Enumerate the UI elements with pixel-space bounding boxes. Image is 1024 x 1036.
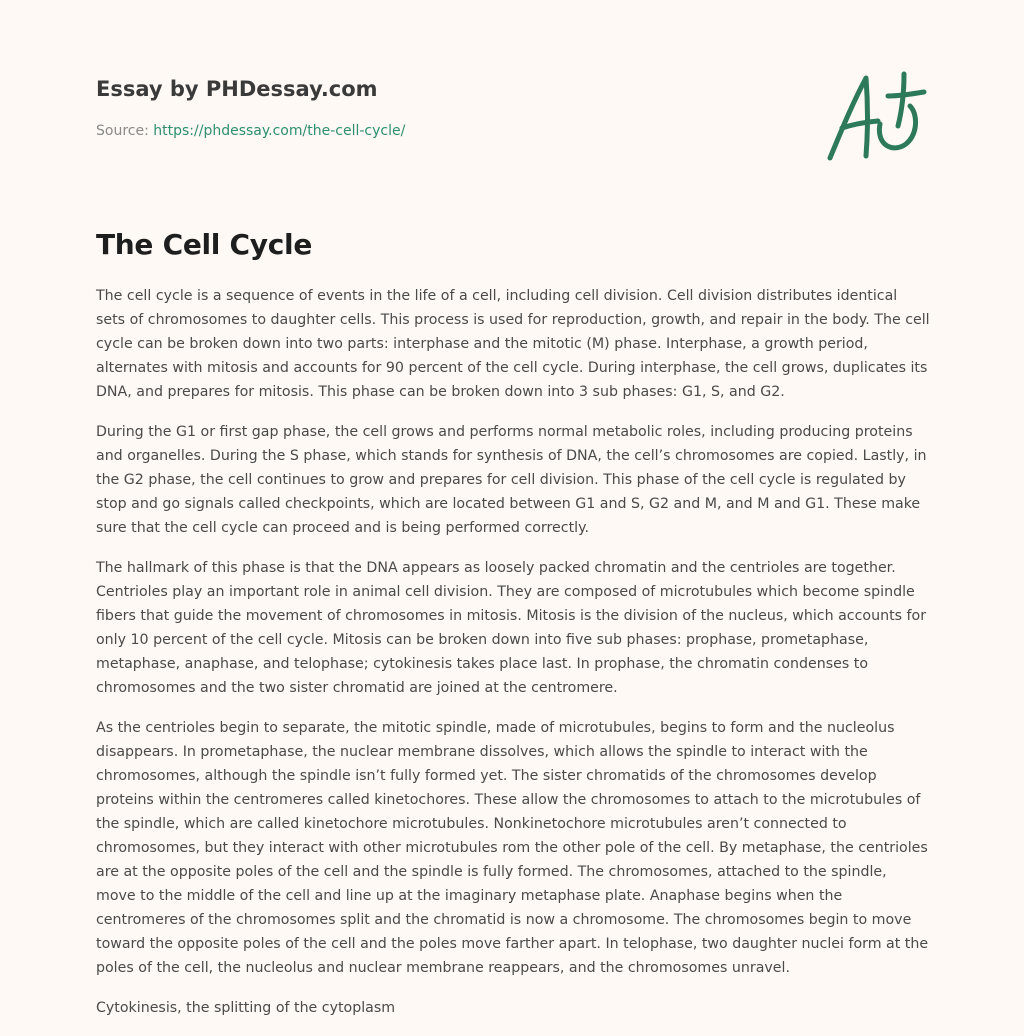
essay-header xyxy=(96,72,796,141)
source-label: Source: xyxy=(96,123,154,139)
essay-title: The Cell Cycle xyxy=(96,228,313,261)
a-plus-icon xyxy=(822,66,932,166)
source-link[interactable]: https://phdessay.com/the-cell-cycle/ xyxy=(153,123,406,139)
essay-paragraph: Cytokinesis, the splitting of the cytoplasm xyxy=(96,1000,396,1016)
brand-title: Essay by PHDessay.com xyxy=(96,77,378,101)
essay-paragraph: As the centrioles begin to separate, the mitotic spindle, made of microtubules, begins to form and the nucleolus disappears. In prometaphase, the nuclear membrane dissolves, which allows the spindle to interact with the chromosomes, although the spindle isn’t fully formed yet. The sister chromatids of the chromosomes develop proteins within the centromeres called kinetochores. These allow the chromosomes to attach to the microtubules of the spindle, which are called kinetochore microtubules. Nonkinetochore microtubules aren’t connected to chromosomes, but they interact with other microtubules rom the other pole of the cell. By metaphase, the centrioles are at the opposite poles of the cell and the spindle is fully formed. The chromosomes, attached to the spindle, move to the middle of the cell and line up at the imaginary metaphase plate. Anaphase begins when the centromeres of the chromosomes split and the chromatid is now a chromosome. The chromosomes begin to move toward the opposite poles of the cell and the poles move farther apart. In telophase, two daughter nuclei form at the poles of the cell, the nucleolus and nuclear membrane reappears, and the chromosomes unravel. xyxy=(96,720,929,976)
essay-body xyxy=(96,284,930,1036)
essay-paragraph: The cell cycle is a sequence of events in the life of a cell, including cell division. Cell division distributes identical sets of chromosomes to daughter cells. This process is used for reproduction, growth, and repair in the body. The cell cycle can be broken down into two parts: interphase and the mitotic (M) phase. Interphase, a growth period, alternates with mitosis and accounts for 90 percent of the cell cycle. During interphase, the cell grows, duplicates its DNA, and prepares for mitosis. This phase can be broken down into 3 sub phases: G1, S, and G2. xyxy=(96,288,930,400)
essay-paragraph: The hallmark of this phase is that the DNA appears as loosely packed chromatin and the centrioles are together. Centrioles play an important role in animal cell division. They are composed of microtubules which become spindle fibers that guide the movement of chromosomes in mitosis. Mitosis is the division of the nucleus, which accounts for only 10 percent of the cell cycle. Mitosis can be broken down into five sub phases: prophase, prometaphase, metaphase, anaphase, and telophase; cytokinesis takes place last. In prophase, the chromatin condenses to chromosomes and the two sister chromatid are joined at the centromere. xyxy=(96,560,927,696)
essay-paragraph: During the G1 or first gap phase, the cell grows and performs normal metabolic roles, including producing proteins and organelles. During the S phase, which stands for synthesis of DNA, the cell’s chromosomes are copied. Lastly, in the G2 phase, the cell continues to grow and prepares for cell division. This phase of the cell cycle is regulated by stop and go signals called checkpoints, which are located between G1 and S, G2 and M, and M and G1. These make sure that the cell cycle can proceed and is being performed correctly. xyxy=(96,424,927,536)
source-line xyxy=(96,121,796,141)
